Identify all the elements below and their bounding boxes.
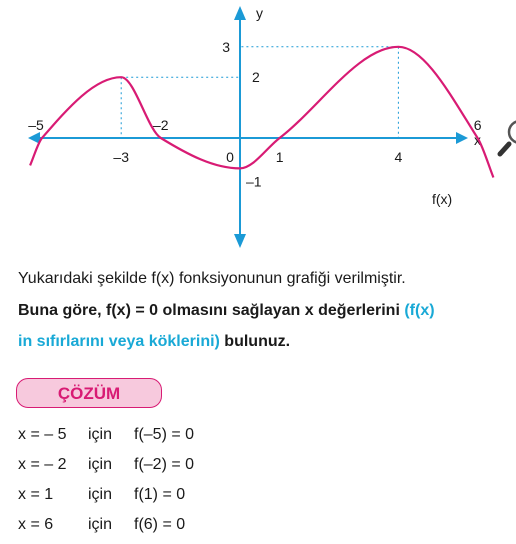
y-axis-label: y: [256, 5, 263, 21]
x-tick-label: –3: [113, 149, 129, 165]
function-curve: [30, 47, 493, 178]
solution-x-value: x = – 5: [18, 426, 67, 443]
x-tick-label: 4: [394, 149, 403, 165]
solution-row: [18, 486, 318, 506]
solution-icin: için: [88, 516, 113, 533]
curve-label: f(x): [432, 191, 453, 207]
x-tick-label: 0: [226, 149, 234, 165]
solution-f-value: f(–2) = 0: [134, 456, 195, 473]
solution-f-value: f(–5) = 0: [134, 426, 195, 443]
solution-icin: için: [88, 456, 113, 473]
x-tick-label: –5: [28, 117, 44, 133]
problem-sentence-2-part-a: Buna göre, f(x) = 0 olmasını sağlayan x değerlerini: [18, 302, 405, 319]
problem-sentence-3-part-b: bulunuz.: [219, 333, 291, 350]
x-tick-label: 6: [473, 117, 482, 133]
solution-x-value: x = – 2: [18, 456, 67, 473]
solution-f-value: f(6) = 0: [134, 516, 186, 533]
y-tick-label: 3: [222, 38, 230, 55]
solution-x-value: x = 1: [18, 486, 54, 503]
solution-badge: [16, 378, 162, 408]
problem-sentence-3-part-a: in sıfırlarını veya köklerini): [18, 333, 220, 350]
problem-sentence-2: [18, 302, 435, 320]
solution-row: [18, 516, 318, 536]
problem-sentence-1: Yukarıdaki şekilde f(x) fonksiyonunun grafiği verilmiştir.: [18, 270, 406, 287]
solution-row: [18, 426, 318, 446]
solution-icin: için: [88, 486, 113, 503]
magnifier-icon: [500, 121, 516, 154]
y-tick-label: –1: [246, 173, 262, 190]
x-axis-label: x: [474, 132, 481, 148]
solution-badge-label: ÇÖZÜM: [57, 384, 121, 403]
solution-row: [18, 456, 318, 476]
y-tick-label: 2: [252, 69, 260, 86]
solution-x-value: x = 6: [18, 516, 54, 533]
x-tick-label: 1: [275, 149, 284, 165]
x-tick-label: –2: [153, 117, 169, 133]
y-axis-down-arrow: [234, 234, 246, 248]
y-axis-up-arrow: [234, 6, 246, 20]
solution-f-value: f(1) = 0: [134, 486, 186, 503]
solution-icin: için: [88, 426, 113, 443]
problem-sentence-2-part-b: (f(x): [404, 302, 435, 319]
x-axis-left-arrow: [28, 132, 40, 144]
x-axis-right-arrow: [456, 132, 468, 144]
function-graph: [0, 0, 516, 258]
problem-sentence-3: [18, 333, 290, 351]
x-tick-labels: [28, 117, 481, 165]
